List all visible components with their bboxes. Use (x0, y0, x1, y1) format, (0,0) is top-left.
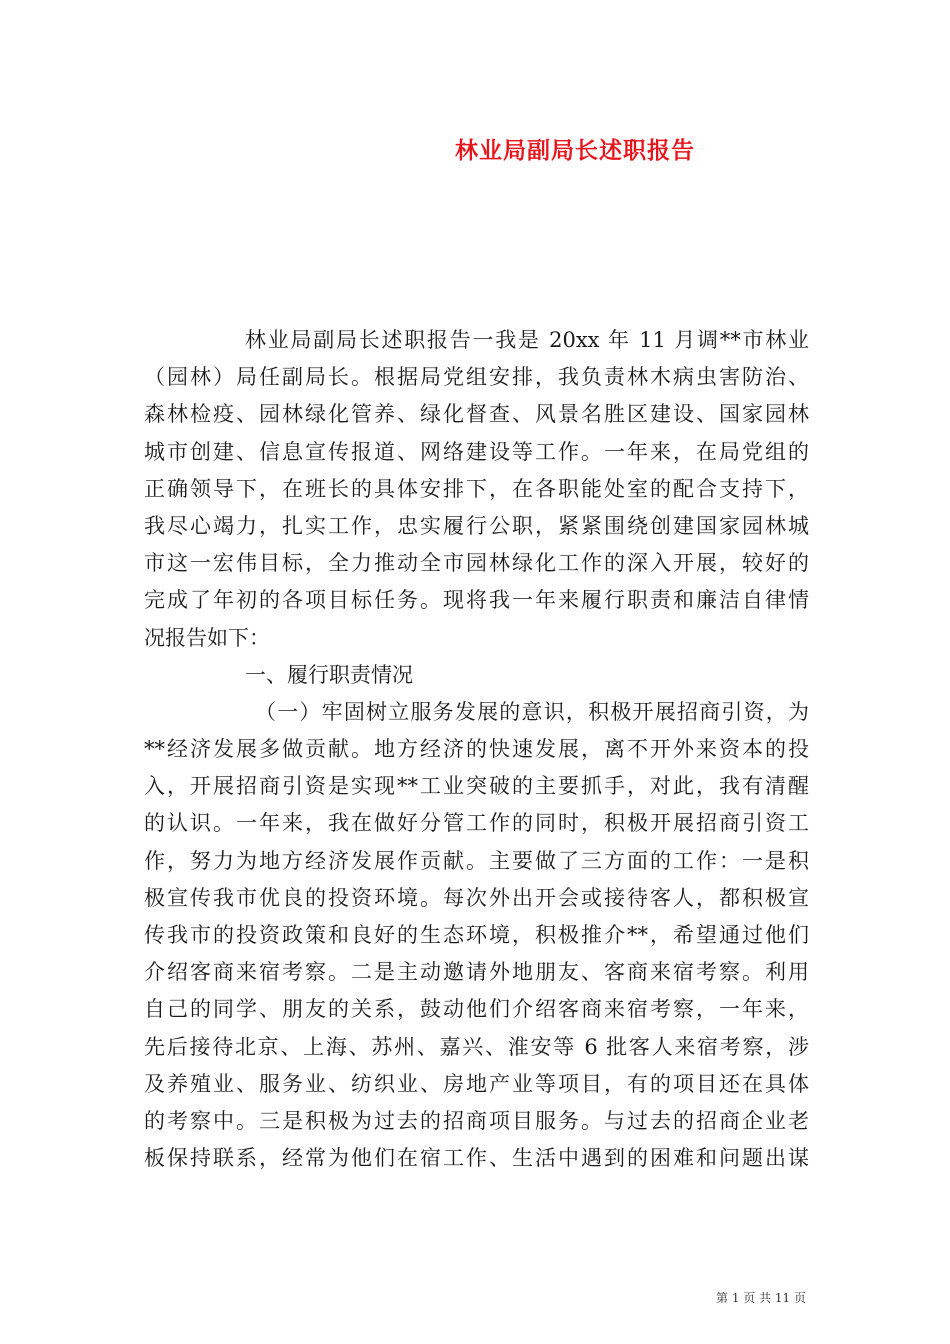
paragraph-line: 作，努力为地方经济发展作贡献。主要做了三方面的工作：一是积 (144, 848, 809, 873)
paragraph-line: 森林检疫、园林绿化管养、绿化督查、风景名胜区建设、国家园林 (144, 402, 809, 427)
paragraph-line: 先后接待北京、上海、苏州、嘉兴、淮安等 6 批客人来宿考察，涉 (144, 1034, 809, 1059)
paragraph-line: 完成了年初的各项目标任务。现将我一年来履行职责和廉洁自律情 (144, 588, 809, 613)
paragraph-line: 及养殖业、服务业、纺织业、房地产业等项目，有的项目还在具体 (144, 1071, 809, 1096)
paragraph-line: 传我市的投资政策和良好的生态环境，积极推介**，希望通过他们 (144, 923, 809, 947)
paragraph-line: 入，开展招商引资是实现**工业突破的主要抓手，对此，我有清醒 (144, 774, 809, 799)
document-title: 林业局副局长述职报告 (455, 137, 695, 164)
paragraph-line: 极宣传我市优良的投资环境。每次外出开会或接待客人，都积极宣 (144, 885, 809, 910)
paragraph-line: 城市创建、信息宣传报道、网络建设等工作。一年来，在局党组的 (144, 439, 809, 464)
paragraph-line: **经济发展多做贡献。地方经济的快速发展，离不开外来资本的投 (144, 737, 809, 762)
section-heading: 一、履行职责情况 (245, 662, 413, 687)
paragraph-line: 林业局副局长述职报告一我是 20xx 年 11 月调**市林业 (245, 328, 809, 352)
document-body (144, 322, 809, 1177)
paragraph-line: 市这一宏伟目标，全力推动全市园林绿化工作的深入开展，较好的 (144, 551, 809, 576)
paragraph-line: （园林）局任副局长。根据局党组安排，我负责林木病虫害防治、 (144, 365, 809, 390)
paragraph-line: 我尽心竭力，扎实工作，忠实履行公职，紧紧围绕创建国家园林城 (144, 513, 809, 538)
paragraph-line: 正确领导下，在班长的具体安排下，在各职能处室的配合支持下， (144, 476, 809, 501)
page-number-footer: 第 1 页 共 11 页 (716, 1291, 806, 1305)
paragraph-line: 的考察中。三是积极为过去的招商项目服务。与过去的招商企业老 (144, 1108, 809, 1133)
paragraph-line: 介绍客商来宿考察。二是主动邀请外地朋友、客商来宿考察。利用 (144, 960, 809, 985)
paragraph-line: 板保持联系，经常为他们在宿工作、生活中遇到的困难和问题出谋 (144, 1146, 809, 1171)
paragraph-line: 况报告如下： (144, 625, 270, 650)
paragraph-line: 自己的同学、朋友的关系，鼓动他们介绍客商来宿考察，一年来， (144, 997, 809, 1022)
subsection-heading-line: （一）牢固树立服务发展的意识，积极开展招商引资，为 (255, 699, 809, 724)
paragraph-line: 的认识。一年来，我在做好分管工作的同时，积极开展招商引资工 (144, 811, 809, 836)
